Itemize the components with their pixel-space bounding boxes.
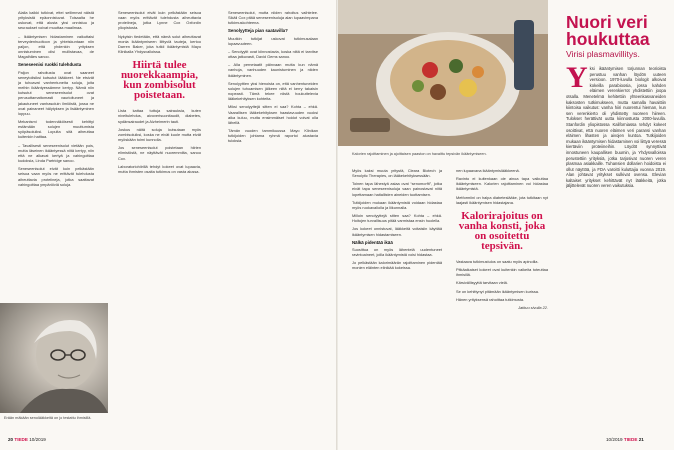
- paragraph: – Ikääntymisen hidastaminen vaikuttaisi terveydenhuoltoon ja yhteiskuntaan niin paljon, että yhdenkin yrityksen onnistuminen olisi mullistavaa, de Magalhães sanoo.: [18, 33, 94, 60]
- paragraph: Seneseenisolut eivät kuin pelkästään seisoa vaan myös ne erittävät tulehdusta aiheuttavia proteiineja, jotka saattavat vahingoittaa ympäröiviä soluja.: [18, 166, 94, 187]
- paragraph: Toinen tapa lähestyä asiaa ovat “senomorfit”, jotka eivät tapa seneseenisoluja vaan painostavat niitä lopettamaan haitallisten aineiden tuottamisen.: [352, 181, 442, 197]
- page-number-left: 20: [8, 437, 14, 442]
- paragraph: Se on kehittynyt pitämään ikääntymisen kurissa.: [456, 288, 540, 294]
- footer-right: [606, 437, 644, 442]
- left-col1-paras2: [18, 70, 94, 187]
- paragraph: Tämän vuoden tammikuussa Mayo Klinikan tutkijoiden johtama ryhmä raportoi alustavia tuloksia.: [228, 127, 318, 144]
- subheading-hunger: Nälkä pidentää ikää: [352, 239, 393, 245]
- pull-quote-right: Kalorirajoitus on vanha konsti, joka on osoitettu tepsivän.: [458, 209, 546, 252]
- paragraph: Jo pelkästään kalorimäärän rajoittaminen pidentää monien eläinten elinikää kokeissa.: [352, 260, 442, 271]
- paragraph: Vastaava tutkimustulos on saatu myös apinoilla.: [456, 258, 539, 264]
- food-bowl-photo: [338, 0, 548, 146]
- paragraph: – Alla pernetaatit päinvaan mutta kun nämä vanhoja, vanhuuden kaunistuminen ja niiden ikääntyminen.: [228, 62, 318, 78]
- issue-left: 10/2019: [29, 437, 46, 442]
- left-col3-paras: [228, 10, 318, 25]
- paragraph: Suosittua on myös lähentelä uudentuneet ravintoaineet, joilla ikääntymistä voisi hidastaa.: [352, 246, 442, 258]
- paragraph: Jos kokeet onnistuvat, lääkkeitä voitaisiin käyttää ikääntymisen hidastamiseen.: [352, 226, 442, 237]
- sidebar-headline: Nuori veri houkuttaa: [566, 12, 650, 49]
- pull-quote-left: Hiirtä tulee nuorekkaampia, kun zombisolut poistetaan.: [120, 59, 199, 102]
- subheading-senolytics: Senolyytteja pian saatavilla?: [228, 28, 288, 34]
- left-col3-paras2: [228, 36, 318, 144]
- photo-caption-right: Kalorien rajoittaminen ja ajoittaisen paaston on havaittu tepsivän ikääntymiseen.: [352, 152, 487, 156]
- right-col2-paras: [456, 168, 548, 205]
- brand-right: TIEDE: [623, 437, 638, 442]
- paragraph: Muutkin tutkijat uskovat tutkimusalaan lupaavuuteen.: [228, 35, 318, 46]
- left-col2-paras: [118, 10, 201, 54]
- paragraph: Myös kaksi muuta yritystä, Cleara Biotech ja Senolytic Therapies, on lääkekehityksessään.: [352, 168, 442, 179]
- elderly-woman-photo: [0, 303, 108, 413]
- subheading-senescent: Seneseenisi ruokki tulehdusta: [18, 62, 82, 68]
- paragraph: Senolyyttien yksi hienoista on, että vanhentuneiden solujen tuhoamisen jälkeen niitä ei kerry takaisin nopeasti. Tämä tekee niistä houkuttelevia lääkekehityksen kohteita.: [228, 80, 318, 102]
- paragraph: Ravinto ei kuitenkaan ole ainoa tapa vaikuttaa ikääntymiseen. Kalorien rajoittaminen voi hidastaa ikääntymistä.: [456, 176, 548, 192]
- right-col2-paras2: [456, 259, 548, 302]
- left-column-2: [118, 10, 201, 412]
- paragraph: Lista kattaa tuttuja sairauksia, kuten niveltulehdus, aivoverisuonitaudit, diabetes, sydänsairaudet ja Alzheimerin tauti.: [118, 108, 201, 124]
- sidebar-body: [566, 66, 666, 434]
- sidebar-body-text: ksi ikääntymisen torjunnan teorioista perustuu vanhan löydön uuteen versioon. 1970-luvulla biologit alkoivat kokeilla parabioosia, jossa kahden eläimen verenkierrot yhdistettiin joopa otsalla. Menetelmä kehitettiin yhteenkasvaneiden kaksosten tutkimukseen, mutta samalla havaittiin kiintoisa vaikutus: vanha hiiri nuorentui hieman, kun sen verenkierto oli yhdistetty nuoreen hiireen. Tulokset herättivät uutta kiinnostusta 2000-luvulla. Stanfordin yliopistossa Kaliforniassa tehdyt kokeet osoittivat, että nuoren eläimen veri paransi vanhan eläimen lihasten ja aivojen kuntoa. Tutkijoiden mukaan ikääntymisen hidastaminen voi liittyä veressä kiertäviin proteiineihin. Löydöt synnyttivät innostuneen kaupallisen buumin, ja Yhdysvalloissa perustettiin yrityksiä, jotka tarjosivat nuoren veren plasmaa asiakkaille. Tuhansien dollarien hoidoista ei ollut näyttöä, ja FDA varoitti kuluttajia vuonna 2019. Alan johtavat yritykset sulkivat ovensa. Elevian kaltaiset yritykset kehittävät nyt lääkkeitä, jotka jäljittelevät nuoren veren vaikutuksia.: [566, 66, 666, 189]
- paragraph: Seneseenisolut, mutta niiden rahoitus vaihtelee. Sikäli Cox pitää seneseenisoluja alan lupaavimpana tutkimuskohteena.: [228, 10, 318, 26]
- left-column-3: [228, 10, 318, 412]
- paragraph: Hänen yrityksensä rahoittaa tutkimusta.: [456, 296, 525, 302]
- paragraph: – Tavallisesti seneseenisolut vietään pois, mutta iäseinen ikääntyessä niitä kertyy, niin että ne alkavat kertyä ja vahingoittaa kudoksia, Linda Partridge sanoo.: [18, 142, 94, 164]
- issue-right: 10/2019: [606, 437, 623, 442]
- photo-caption-left: Erään mäkään senolääkkeitä on jo testattu ihmisillä.: [4, 416, 92, 420]
- paragraph: Kärsivällisyyttä tarvitaan vielä.: [456, 280, 508, 286]
- left-col2-paras2: [118, 108, 201, 174]
- footer-left: [8, 437, 46, 442]
- paragraph: Miksi senolyyttejä sitten ei saa? Kohta – ehkä. Vaarallisen lääkekehityksen haastavuuden vuoksi aika kuluu, mutta ensimmäiset hoidot voivat olla lähellä.: [228, 104, 318, 125]
- sidebar-subhead: Virisi plasmavillitys.: [566, 49, 640, 59]
- right-col1-paras2: [352, 247, 442, 271]
- drop-cap: Y: [566, 66, 588, 94]
- paragraph: Paljon rahoitusta ovat saaneet seneytolisiksi kutsutut lääkkeet. Ne etsivät ja tuhoavat vanhentuneita soluja, joita meihin ikääntyessämme kertyy. Nämä niin kutsutut seneseenisolut ovat perusuttamattomasti vaurioituneet ja jakautuneet vanhasoluin ilmiöistä, jossa ne ovat painaneet hälytyksen ja lisääntyminen loppuu.: [18, 69, 94, 116]
- left-col1-paras: [18, 10, 94, 59]
- paragraph: Metformiini on halpa diabeteslääke, jota tutkitaan nyt laajasti ikääntymisen hidastajana.: [456, 194, 548, 205]
- paragraph: nen lupaavana ikääntymislääkkeenä.: [456, 168, 520, 173]
- paragraph: Tutkijoiden mukaan ikääntymistä voidaan hidastaa myös ruokavaliolla ja liikunnalla.: [352, 199, 442, 210]
- paragraph: – Senolyytit ovat kiinnostavia, koska niitä ei tarvitse ottaa jatkuvasti, David Gems sanoo.: [228, 48, 318, 60]
- brand-left: TIEDE: [14, 437, 28, 442]
- paragraph: Mekanismi todennäköisesti kehittyi estämään solujen muuttumista syöpäsoluiksi. Lopulta sitä aiheuttaa kuitenkin haittaa.: [18, 118, 94, 140]
- paragraph: Seneseenisolut eivät kuin pelkästään seisoa vaan myös erittävät tulehdusta aiheuttavia proteiineja, jotka Lynne Cox Oxfordin yliopistosta.: [118, 10, 201, 31]
- paragraph: Alalla kaikki tutkivat, ettei seilimmat näistä yrityksistä epäonnistuvat. Toisaalta he uskovat, että alusta yksi onnistuu ja seuraukset voivat muuttaa maailmaa.: [18, 10, 94, 31]
- paragraph: Nykyisin tiedetään, että nämä solut aiheuttavat monia ikääntymiseen liittyviä tauteja, kertoo Darren Baker, joka tutkii ikääntymistä Mayo Klinikalla Yhdysvalloissa.: [118, 33, 201, 55]
- right-col1-paras: [352, 168, 442, 237]
- paragraph: Milloin senolyyttejä sitten saa? Kohta – ehkä. Hoitojen turvallisuus pitää varmistaa ensin huolella.: [352, 213, 442, 224]
- paragraph: Jos seneseenisolut poistetaan hiirien elimistöstä, ne näyttävät nuoremmilta, sanoo Cox.: [118, 145, 201, 161]
- paragraph: Joskus näitä soluja kutsutaan myös zombisoluiksi, koska ne eivät kuole mutta eivät myöskään toimi kunnolla.: [118, 126, 201, 143]
- paragraph: Pitkäaikaiset kokeet ovat kuitenkin vaikeita toteuttaa ihmisillä.: [456, 267, 548, 278]
- paragraph: Laboratoriohiirillä tehdyt kokeet ovat lupaavia, mutta ihmisten osalta tutkimus on vasta alussa.: [118, 163, 201, 174]
- continuation-note: Jatkuu sivulla 22.: [518, 304, 548, 310]
- right-column-2: [456, 168, 548, 434]
- page-number-right: 21: [638, 437, 644, 442]
- right-column-1: [352, 168, 442, 434]
